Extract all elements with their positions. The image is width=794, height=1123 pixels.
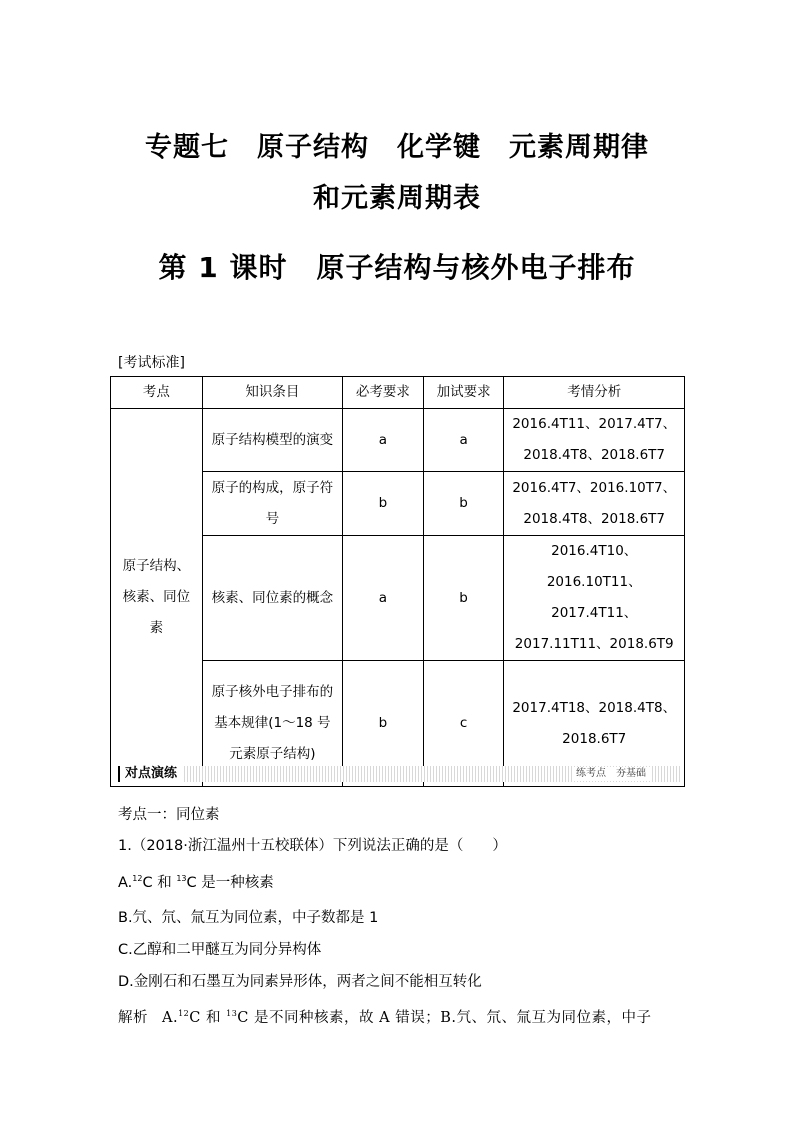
header-extra: 加试要求 [423,377,504,409]
exam-point-label: 考点一：同位素 [118,807,220,823]
topic-cell: 原子结构、核素、同位素 [111,409,203,787]
header-item: 知识条目 [202,377,342,409]
section-title: 对点演练 [118,766,183,782]
analysis-cell: 2016.4T7、2016.10T7、2018.4T8、2018.6T7 [504,472,685,536]
option-b: B.氕、氘、氚互为同位素，中子数都是 1 [118,910,379,926]
extra-cell: a [423,409,504,472]
required-cell: a [343,409,424,472]
item-cell: 核素、同位素的概念 [202,536,342,661]
required-cell: b [343,472,424,536]
exam-standard-table [110,376,685,787]
header-required: 必考要求 [343,377,424,409]
item-cell: 原子的构成，原子符号 [202,472,342,536]
extra-cell: b [423,472,504,536]
lesson-title: 第 1 课时 原子结构与核外电子排布 [158,251,636,284]
required-cell: b [343,661,424,787]
header-analysis: 考情分析 [504,377,685,409]
analysis-text: 解析 A.$^{12}$C 和 $^{13}$C 是不同种核素，故 A 错误；B.氕、氘、氚互为同位素，中子 [118,1009,652,1026]
required-cell: a [343,536,424,661]
item-cell: 原子核外电子排布的基本规律(1～18 号元素原子结构) [202,661,342,787]
table-header-row [111,377,685,409]
option-d: D.金刚石和石墨互为同素异形体，两者之间不能相互转化 [118,974,482,990]
analysis-label: 解析 [118,1010,148,1026]
question-stem: 1.（2018·浙江温州十五校联体）下列说法正确的是（ ） [118,838,507,854]
table-row [111,409,685,472]
section-subtitle: 练考点 夯基础 [572,767,650,781]
header-topic: 考点 [111,377,203,409]
section-banner [118,766,680,782]
analysis-cell: 2016.4T11、2017.4T7、2018.4T8、2018.6T7 [504,409,685,472]
chapter-title-line2: 和元素周期表 [313,183,481,214]
option-a: A.$^{12}$C 和 $^{13}$C 是一种核素 [118,874,274,891]
analysis-cell: 2017.4T18、2018.4T8、2018.6T7 [504,661,685,787]
chapter-title-line1: 专题七 原子结构 化学键 元素周期律 [145,132,649,163]
exam-standard-label: [考试标准] [118,355,185,371]
extra-cell: c [423,661,504,787]
extra-cell: b [423,536,504,661]
option-c: C.乙醇和二甲醚互为同分异构体 [118,942,322,958]
item-cell: 原子结构模型的演变 [202,409,342,472]
analysis-cell: 2016.4T10、2016.10T11、2017.4T11、2017.11T11、2018.6T9 [504,536,685,661]
